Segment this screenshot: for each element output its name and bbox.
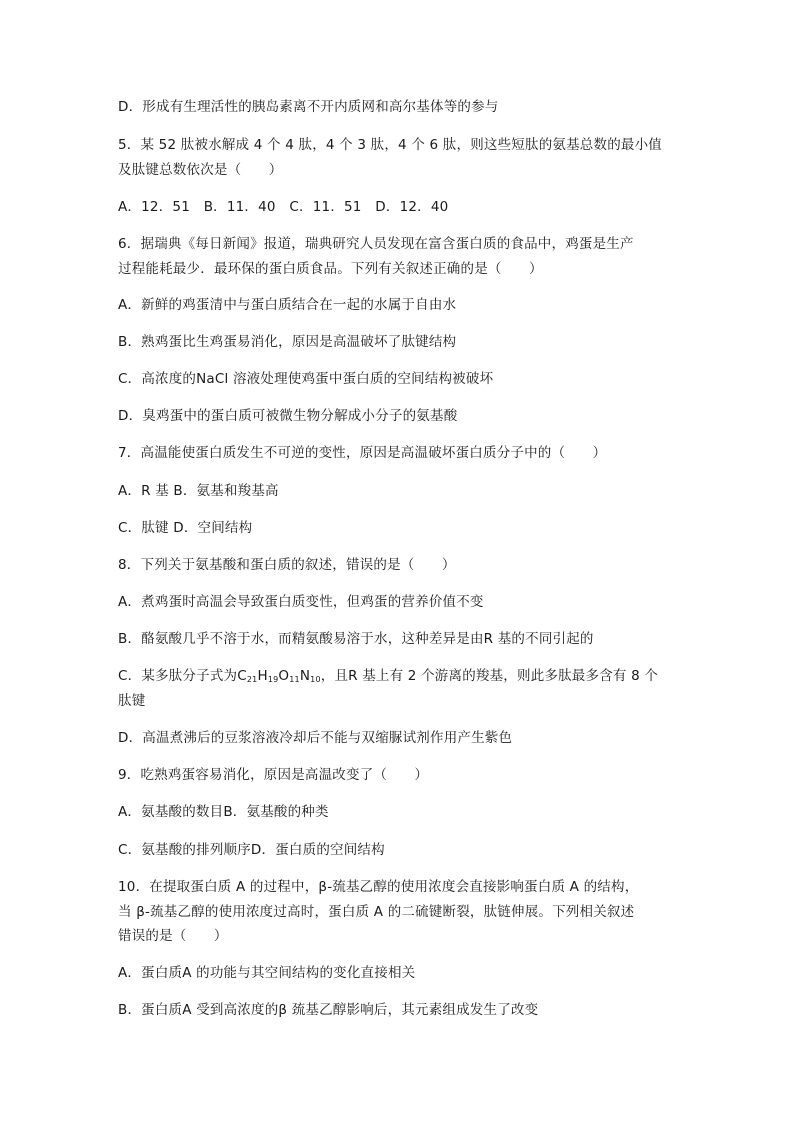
- q8-option-c-line2: 肽键: [118, 693, 146, 709]
- q7-options-cd: C．肽键 D．空间结构: [118, 520, 253, 536]
- q7-stem: 7．高温能使蛋白质发生不可逆的变性，原因是高温破坏蛋白质分子中的（ ）: [118, 445, 607, 461]
- q8-option-a: A．煮鸡蛋时高温会导致蛋白质变性，但鸡蛋的营养价值不变: [118, 594, 484, 610]
- q8-option-c-prefix: C．某多肽分子式为: [118, 668, 238, 684]
- q5-stem-line1: 5．某 52 肽被水解成 4 个 4 肽，4 个 3 肽，4 个 6 肽，则这些短肽的氨基总数的最小值: [118, 137, 662, 153]
- q10-option-b: B．蛋白质A 受到高浓度的β 巯基乙醇影响后，其元素组成发生了改变: [118, 1002, 539, 1018]
- q6-stem-line1: 6．据瑞典《每日新闻》报道，瑞典研究人员发现在富含蛋白质的食品中，鸡蛋是生产: [118, 236, 634, 252]
- q7-options-ab: A．R 基 B．氨基和羧基高: [118, 483, 279, 499]
- q10-option-a: A．蛋白质A 的功能与其空间结构的变化直接相关: [118, 965, 416, 981]
- q6-stem-line2: 过程能耗最少．最环保的蛋白质食品。下列有关叙述正确的是（ ）: [118, 261, 543, 277]
- q8-option-b: B．酪氨酸几乎不溶于水，而精氨酸易溶于水，这种差异是由R 基的不同引起的: [118, 631, 594, 647]
- q5-stem-line2: 及肽键总数依次是（ ）: [118, 162, 283, 178]
- q8-stem: 8．下列关于氨基酸和蛋白质的叙述，错误的是（ ）: [118, 557, 456, 573]
- q10-stem-line1: 10．在提取蛋白质 A 的过程中，β-巯基乙醇的使用浓度会直接影响蛋白质 A 的结构，: [118, 879, 639, 895]
- q9-options-ab: A．氨基酸的数目B．氨基酸的种类: [118, 804, 329, 820]
- q8-option-d: D．高温煮沸后的豆浆溶液冷却后不能与双缩脲试剂作用产生紫色: [118, 730, 513, 746]
- q9-options-cd: C．氨基酸的排列顺序D．蛋白质的空间结构: [118, 842, 385, 858]
- q10-stem-line2: 当 β-巯基乙醇的使用浓度过高时，蛋白质 A 的二硫键断裂，肽链伸展。下列相关叙述: [118, 904, 635, 920]
- q8-option-c-line1: [118, 666, 658, 686]
- q4-option-d: D．形成有生理活性的胰岛素离不开内质网和高尔基体等的参与: [118, 99, 499, 115]
- q6-option-d: D．臭鸡蛋中的蛋白质可被微生物分解成小分子的氨基酸: [118, 408, 458, 424]
- q5-options: A．12．51 B．11．40 C．11．51 D．12．40: [118, 199, 449, 215]
- q10-stem-line3: 错误的是（ ）: [118, 928, 228, 944]
- q6-option-a: A．新鲜的鸡蛋清中与蛋白质结合在一起的水属于自由水: [118, 297, 457, 313]
- q8-molecular-formula: $C_{21}H_{19}O_{11}N_{10}$: [237, 668, 321, 684]
- q8-option-c-suffix: ，且R 基上有 2 个游离的羧基，则此多肽最多含有 8 个: [320, 668, 659, 684]
- q9-stem: 9．吃熟鸡蛋容易消化，原因是高温改变了（ ）: [118, 767, 429, 783]
- q6-option-b: B．熟鸡蛋比生鸡蛋易消化，原因是高温破坏了肽键结构: [118, 334, 457, 350]
- q6-option-c: C．高浓度的NaCl 溶液处理使鸡蛋中蛋白质的空间结构被破坏: [118, 371, 494, 387]
